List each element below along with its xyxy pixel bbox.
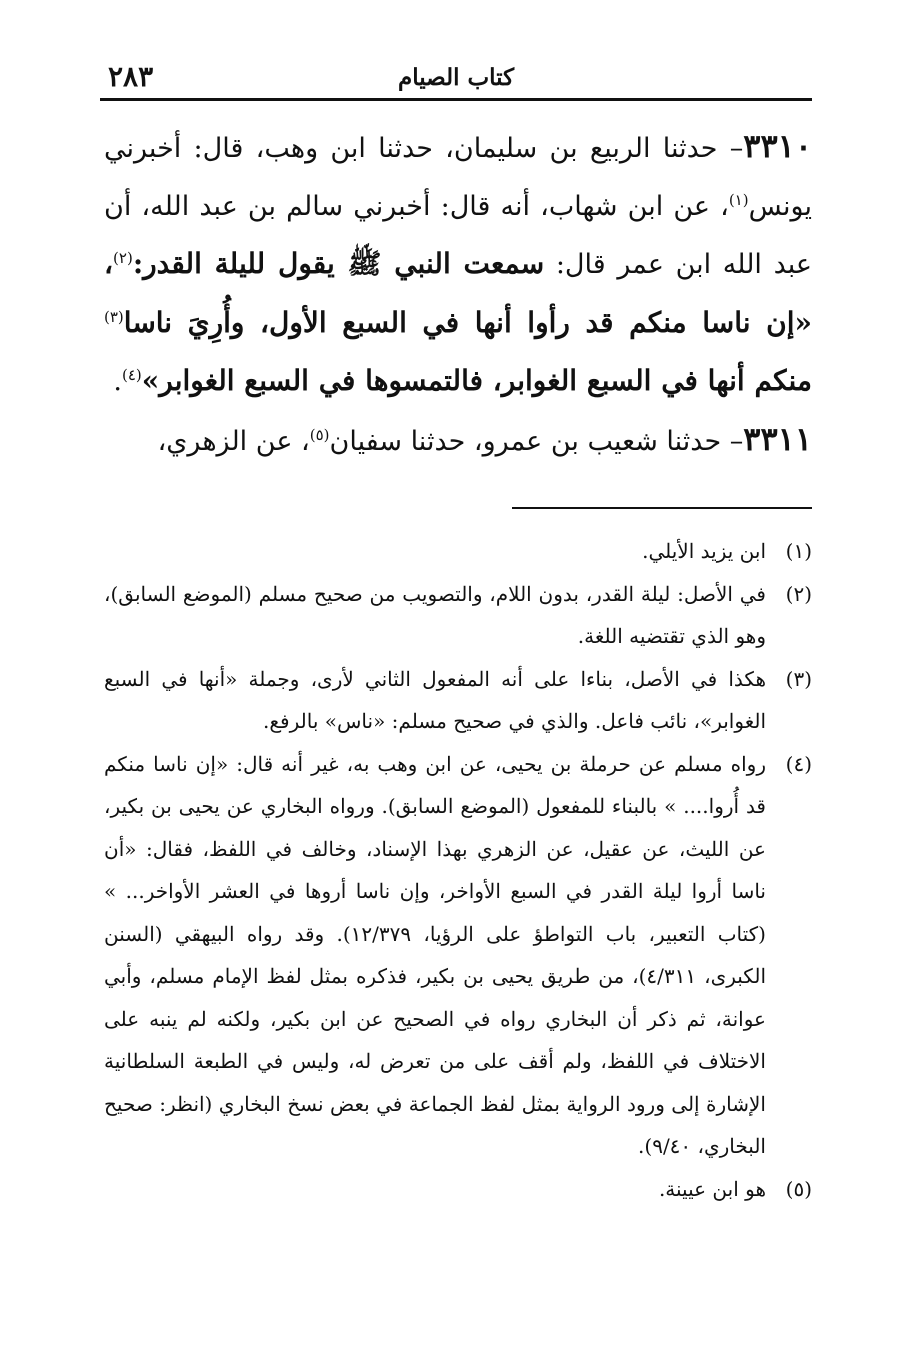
- footnotes: [104, 530, 812, 1210]
- footnote-number: (٥): [785, 1176, 812, 1201]
- footnote-number: (٣): [785, 666, 812, 691]
- footnote-3: [104, 658, 812, 743]
- footnote-text: في الأصل: ليلة القدر، بدون اللام، والتصويب من صحيح مسلم (الموضع السابق)، وهو الذي تقتضيه اللغة.: [104, 581, 766, 648]
- hadith-number: ٣٣١٠: [743, 127, 812, 165]
- isnad-text: ، عن الزهري،: [157, 425, 310, 457]
- footnote-divider: [512, 507, 812, 509]
- end-mark: .: [113, 366, 122, 397]
- chapter-title: كتاب الصيام: [397, 64, 515, 91]
- footnote-text: هو ابن عيينة.: [658, 1176, 766, 1201]
- matn-text: ، «إن ناسا منكم قد رأوا أنها في السبع الأول، وأُرِيَ ناسا: [104, 247, 812, 339]
- footnote-text: هكذا في الأصل، بناءا على أنه المفعول الثاني لأرى، وجملة «أنها في السبع الغوابر»، نائب فاعل. والذي في صحيح مسلم: «ناس» بالرفع.: [104, 666, 766, 733]
- matn-text: منكم أنها في السبع الغوابر، فالتمسوها في السبع الغوابر»: [141, 364, 812, 397]
- hadith-number: ٣٣١١: [743, 419, 812, 458]
- footnote-ref: (٤): [121, 366, 142, 384]
- footnote-ref: (١): [728, 190, 749, 209]
- main-text: [104, 118, 812, 470]
- footnote-1: [104, 530, 812, 573]
- page-header: [100, 58, 812, 101]
- footnote-text: ابن يزيد الأيلي.: [642, 539, 766, 563]
- footnote-5: [104, 1168, 812, 1211]
- matn-text: سمعت النبي ﷺ يقول لليلة القدر:: [132, 247, 545, 280]
- hadith-3311: [104, 411, 812, 471]
- footnote-number: (١): [785, 539, 812, 563]
- isnad-text: ، عن ابن شهاب، أنه قال: أخبرني سالم بن عبد الله، أن عبد الله ابن عمر قال:: [104, 190, 812, 280]
- footnote-ref: (٢): [113, 249, 133, 267]
- page-number: ٢٨٣: [108, 60, 154, 93]
- footnote-2: [104, 573, 812, 658]
- footnote-number: (٤): [785, 751, 812, 776]
- footnote-4: [104, 743, 812, 1168]
- isnad-text: – حدثنا الربيع بن سليمان، حدثنا ابن وهب، قال: أخبرني يونس: [104, 133, 812, 222]
- footnote-number: (٢): [785, 581, 812, 606]
- hadith-3310: [104, 118, 812, 411]
- isnad-text: – حدثنا شعيب بن عمرو، حدثنا سفيان: [329, 425, 744, 457]
- footnote-text: رواه مسلم عن حرملة بن يحيى، عن ابن وهب به، غير أنه قال: «إن ناسا منكم قد أُروا.... » بالبناء للمفعول (الموضع السابق). ورواه البخاري عن يحيى بن بكير، عن الليث، عن عقيل، عن الزهري بهذا الإسناد، وخالف في اللفظ، فقال: «أن ناسا أروا ليلة القدر في السبع الأواخر، وإن ناسا أروها في العشر الأواخر... » (كتاب التعبير، باب التواطؤ على الرؤيا، ١٢/٣٧٩). وقد رواه البيهقي (السنن الكبرى، ٤/٣١١)، من طريق يحيى بن بكير، فذكره بمثل لفظ الإمام مسلم، وأبي عوانة، ثم ذكر أن البخاري رواه في الصحيح عن ابن بكير، ولكنه لم ينبه على الاختلاف في اللفظ، ولم أقف على من تعرض له، وليس في الطبعة السلطانية الإشارة إلى ورود الرواية بمثل لفظ الجماعة في بعض نسخ البخاري (انظر: صحيح البخاري، ٩/٤٠).: [104, 751, 766, 1158]
- footnote-ref: (٥): [309, 425, 330, 444]
- footnote-ref: (٣): [104, 307, 124, 326]
